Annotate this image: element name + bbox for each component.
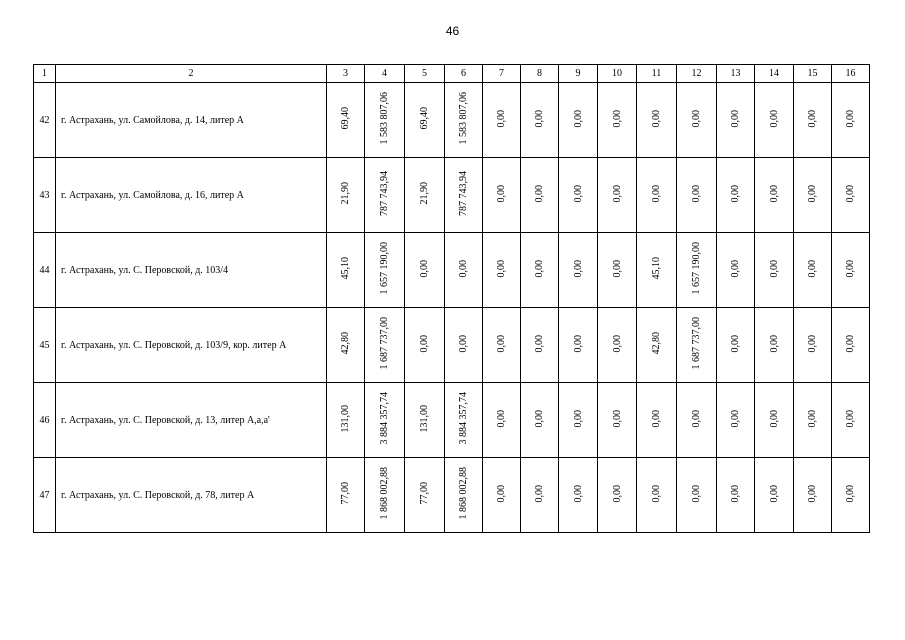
header-cell: 2 — [56, 65, 327, 83]
value-cell: 0,00 — [458, 334, 469, 353]
row-number: 43 — [34, 158, 56, 233]
value-cell: 0,00 — [768, 409, 780, 428]
value-cell: 0,00 — [845, 484, 856, 503]
address-cell: г. Астрахань, ул. Самойлова, д. 16, литер А — [56, 158, 327, 233]
table-row — [34, 383, 870, 458]
value-cell: 0,00 — [730, 484, 741, 503]
value-cell: 0,00 — [572, 259, 584, 278]
value-cell: 21,90 — [419, 182, 430, 205]
value-cell: 45,10 — [651, 257, 662, 280]
value-cell: 0,00 — [572, 409, 584, 428]
value-cell: 0,00 — [534, 259, 545, 278]
value-cell: 0,00 — [845, 259, 856, 278]
value-cell: 1 583 807,06 — [379, 92, 390, 145]
header-cell: 4 — [365, 65, 405, 83]
value-cell: 0,00 — [651, 409, 662, 428]
value-cell: 0,00 — [807, 184, 818, 203]
value-cell: 69,40 — [419, 107, 430, 130]
value-cell: 77,00 — [340, 482, 351, 505]
value-cell: 0,00 — [845, 184, 856, 203]
address-cell: г. Астрахань, ул. С. Перовской, д. 103/9, кор. литер А — [56, 308, 327, 383]
value-cell: 0,00 — [419, 334, 430, 353]
value-cell: 0,00 — [730, 109, 741, 128]
value-cell: 0,00 — [845, 334, 856, 353]
value-cell: 0,00 — [611, 334, 623, 353]
value-cell: 3 884 357,74 — [379, 392, 390, 445]
table-row — [34, 158, 870, 233]
value-cell: 0,00 — [534, 109, 545, 128]
value-cell: 0,00 — [691, 409, 702, 428]
value-cell: 0,00 — [768, 334, 780, 353]
header-cell: 15 — [794, 65, 832, 83]
value-cell: 0,00 — [534, 484, 545, 503]
table-row — [34, 308, 870, 383]
row-number: 44 — [34, 233, 56, 308]
value-cell: 0,00 — [730, 184, 741, 203]
header-cell: 9 — [559, 65, 598, 83]
value-cell: 0,00 — [496, 334, 507, 353]
value-cell: 0,00 — [534, 184, 545, 203]
value-cell: 1 687 737,00 — [379, 317, 390, 370]
value-cell: 787 743,94 — [458, 171, 469, 216]
value-cell: 0,00 — [768, 259, 780, 278]
header-cell: 8 — [521, 65, 559, 83]
header-cell: 6 — [445, 65, 483, 83]
value-cell: 0,00 — [730, 259, 741, 278]
value-cell: 787 743,94 — [379, 171, 390, 216]
header-cell: 11 — [637, 65, 677, 83]
value-cell: 0,00 — [651, 184, 662, 203]
value-cell: 0,00 — [572, 109, 584, 128]
row-number: 46 — [34, 383, 56, 458]
value-cell: 0,00 — [496, 259, 507, 278]
value-cell: 0,00 — [572, 334, 584, 353]
value-cell: 0,00 — [845, 109, 856, 128]
header-cell: 7 — [483, 65, 521, 83]
value-cell: 1 687 737,00 — [691, 317, 702, 370]
table-row — [34, 458, 870, 533]
value-cell: 0,00 — [458, 259, 469, 278]
row-number: 45 — [34, 308, 56, 383]
value-cell: 42,80 — [651, 332, 662, 355]
value-cell: 0,00 — [807, 409, 818, 428]
value-cell: 0,00 — [419, 259, 430, 278]
value-cell: 0,00 — [730, 334, 741, 353]
value-cell: 0,00 — [611, 184, 623, 203]
value-cell: 0,00 — [768, 109, 780, 128]
value-cell: 0,00 — [807, 484, 818, 503]
value-cell: 0,00 — [534, 409, 545, 428]
value-cell: 0,00 — [651, 109, 662, 128]
table-row — [34, 83, 870, 158]
address-cell: г. Астрахань, ул. С. Перовской, д. 13, литер А,а,а' — [56, 383, 327, 458]
address-cell: г. Астрахань, ул. С. Перовской, д. 78, литер А — [56, 458, 327, 533]
value-cell: 0,00 — [611, 259, 623, 278]
value-cell: 0,00 — [768, 184, 780, 203]
address-cell: г. Астрахань, ул. С. Перовской, д. 103/4 — [56, 233, 327, 308]
value-cell: 0,00 — [611, 409, 623, 428]
address-cell: г. Астрахань, ул. Самойлова, д. 14, литер А — [56, 83, 327, 158]
value-cell: 0,00 — [496, 484, 507, 503]
value-cell: 0,00 — [572, 484, 584, 503]
value-cell: 0,00 — [572, 184, 584, 203]
value-cell: 0,00 — [691, 484, 702, 503]
header-cell: 3 — [327, 65, 365, 83]
value-cell: 0,00 — [807, 334, 818, 353]
value-cell: 131,00 — [419, 404, 430, 433]
header-cell: 1 — [34, 65, 56, 83]
row-number: 47 — [34, 458, 56, 533]
value-cell: 69,40 — [340, 107, 351, 130]
value-cell: 3 884 357,74 — [458, 392, 469, 445]
value-cell: 0,00 — [611, 484, 623, 503]
value-cell: 0,00 — [651, 484, 662, 503]
header-cell: 16 — [832, 65, 870, 83]
value-cell: 1 657 190,00 — [379, 242, 390, 295]
header-row — [34, 65, 870, 83]
value-cell: 45,10 — [340, 257, 351, 280]
value-cell: 0,00 — [807, 109, 818, 128]
value-cell: 0,00 — [534, 334, 545, 353]
value-cell: 0,00 — [845, 409, 856, 428]
value-cell: 0,00 — [807, 259, 818, 278]
value-cell: 0,00 — [768, 484, 780, 503]
value-cell: 0,00 — [496, 409, 507, 428]
value-cell: 42,80 — [340, 332, 351, 355]
value-cell: 77,00 — [419, 482, 430, 505]
table-row — [34, 233, 870, 308]
value-cell: 0,00 — [496, 109, 507, 128]
value-cell: 0,00 — [611, 109, 623, 128]
header-cell: 5 — [405, 65, 445, 83]
value-cell: 21,90 — [340, 182, 351, 205]
value-cell: 131,00 — [340, 404, 351, 433]
header-cell: 10 — [598, 65, 637, 83]
header-cell: 12 — [677, 65, 717, 83]
value-cell: 0,00 — [691, 184, 702, 203]
value-cell: 1 868 002,88 — [379, 467, 390, 520]
value-cell: 1 583 807,06 — [458, 92, 469, 145]
header-cell: 13 — [717, 65, 755, 83]
value-cell: 0,00 — [730, 409, 741, 428]
value-cell: 1 868 002,88 — [458, 467, 469, 520]
header-cell: 14 — [755, 65, 794, 83]
data-table — [33, 64, 870, 533]
page-number: 46 — [445, 24, 460, 38]
value-cell: 0,00 — [691, 109, 702, 128]
value-cell: 1 657 190,00 — [691, 242, 702, 295]
row-number: 42 — [34, 83, 56, 158]
value-cell: 0,00 — [496, 184, 507, 203]
